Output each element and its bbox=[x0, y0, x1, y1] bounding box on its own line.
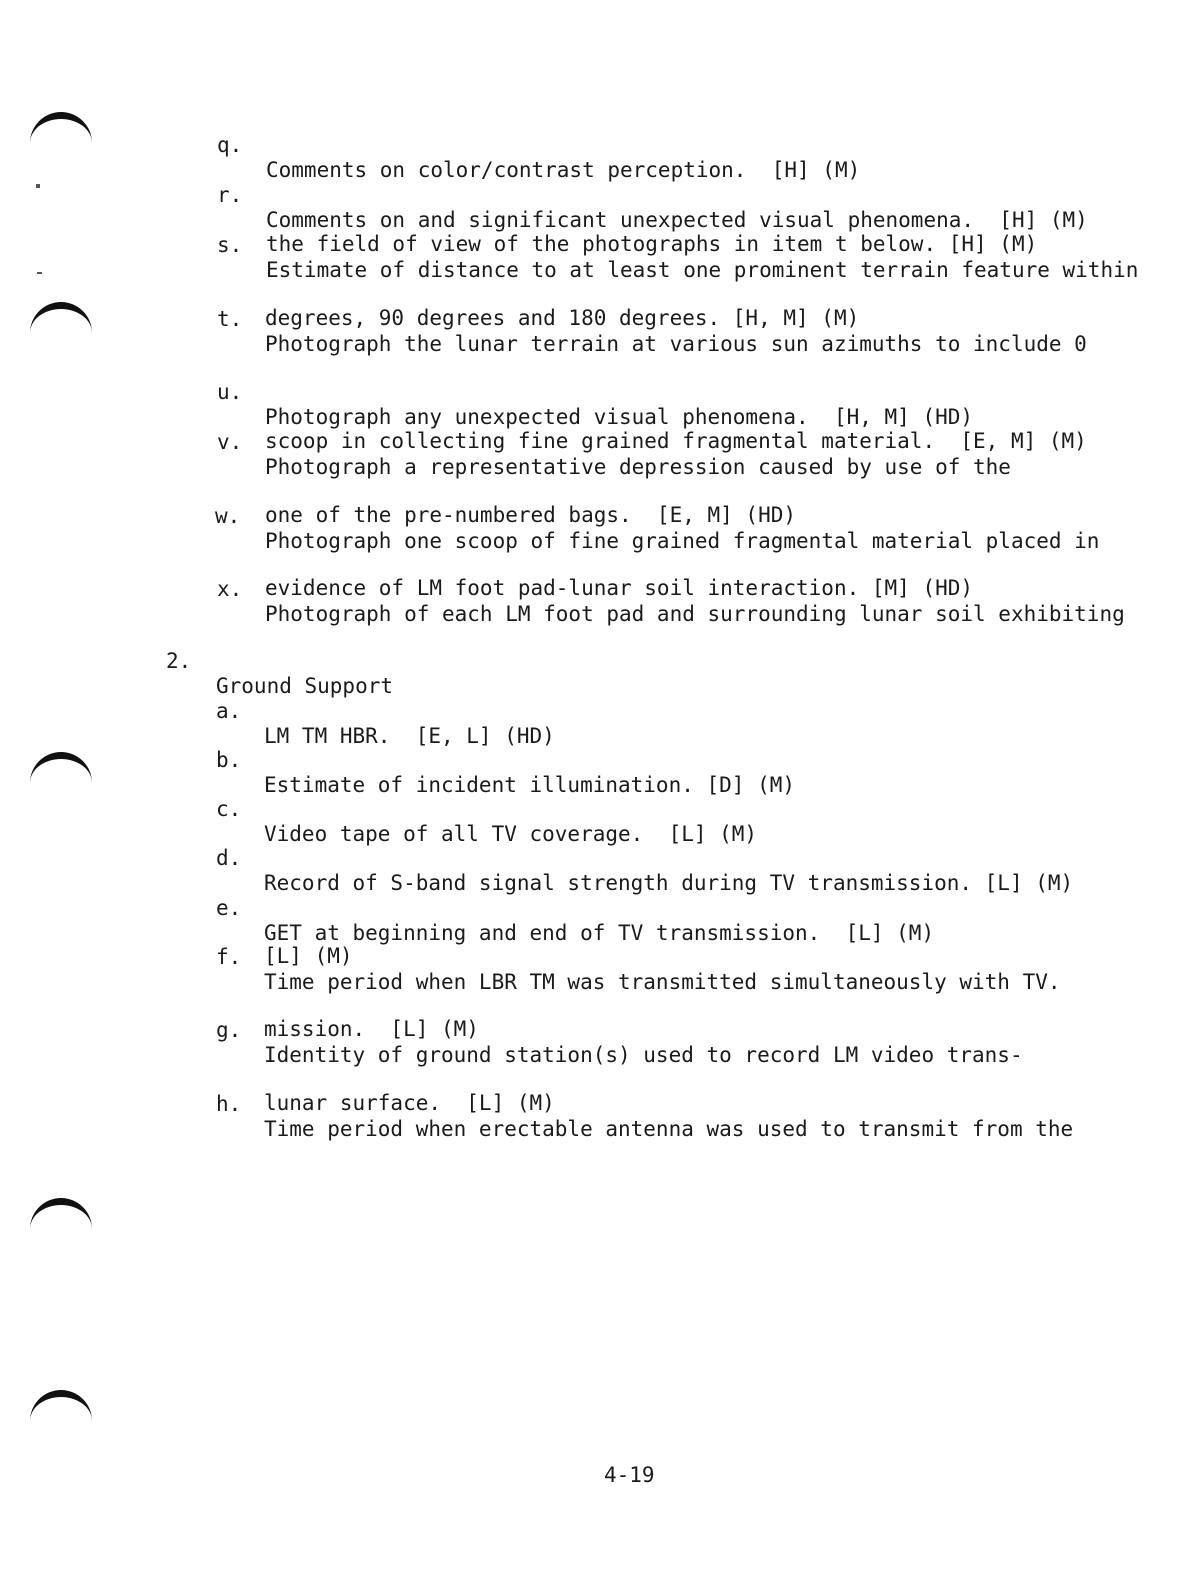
section-number: 2. bbox=[166, 649, 192, 673]
binder-hole bbox=[30, 1198, 92, 1260]
item-text: Comments on and significant unexpected visual phenomena. [H] (M) bbox=[266, 208, 1088, 232]
item-text: Estimate of distance to at least one prominent terrain feature within bbox=[266, 258, 1139, 282]
item-text: GET at beginning and end of TV transmission. [L] (M) bbox=[264, 921, 935, 945]
page-number: 4-19 bbox=[604, 1463, 655, 1487]
item-label: v. bbox=[217, 430, 243, 454]
item-label: e. bbox=[216, 896, 242, 920]
item-label: f. bbox=[216, 945, 242, 969]
item-text: Photograph one scoop of fine grained fragmental material placed in bbox=[265, 529, 1100, 553]
item-label: h. bbox=[216, 1092, 242, 1116]
item-label: s. bbox=[217, 233, 243, 257]
item-text: evidence of LM foot pad-lunar soil interaction. [M] (HD) bbox=[265, 576, 974, 600]
item-label: c. bbox=[216, 797, 242, 821]
item-text: Photograph the lunar terrain at various sun azimuths to include 0 bbox=[265, 332, 1087, 356]
item-label: r. bbox=[217, 183, 243, 207]
section-title: Ground Support bbox=[216, 674, 394, 698]
binder-hole bbox=[30, 1390, 92, 1452]
item-text: mission. [L] (M) bbox=[264, 1017, 479, 1041]
binder-hole bbox=[30, 302, 92, 364]
list-item-h bbox=[0, 1067, 1074, 1167]
item-label: q. bbox=[217, 133, 243, 157]
item-text: Time period when LBR TM was transmitted simultaneously with TV. bbox=[264, 970, 1061, 994]
item-text: LM TM HBR. [E, L] (HD) bbox=[264, 724, 555, 748]
item-text: Identity of ground station(s) used to record LM video trans- bbox=[264, 1043, 1023, 1067]
item-text: Photograph any unexpected visual phenomena. [H, M] (HD) bbox=[265, 405, 974, 429]
binder-hole bbox=[30, 752, 92, 814]
item-text: Record of S-band signal strength during TV transmission. [L] (M) bbox=[264, 871, 1074, 895]
item-label: g. bbox=[216, 1018, 242, 1042]
item-text: one of the pre-numbered bags. [E, M] (HD) bbox=[265, 503, 797, 527]
scan-speck bbox=[37, 272, 42, 274]
binder-hole bbox=[30, 112, 92, 174]
item-text: Video tape of all TV coverage. [L] (M) bbox=[264, 822, 758, 846]
item-label: t. bbox=[217, 307, 243, 331]
item-label: d. bbox=[216, 846, 242, 870]
scan-speck bbox=[36, 184, 40, 188]
item-label: b. bbox=[216, 748, 242, 772]
item-label: x. bbox=[217, 577, 243, 601]
item-text: Photograph of each LM foot pad and surrounding lunar soil exhibiting bbox=[265, 602, 1125, 626]
item-text: lunar surface. [L] (M) bbox=[264, 1091, 555, 1115]
item-text: [L] (M) bbox=[264, 944, 353, 968]
item-text: Estimate of incident illumination. [D] (M) bbox=[264, 773, 796, 797]
item-text: degrees, 90 degrees and 180 degrees. [H, M] (M) bbox=[265, 306, 860, 330]
item-label: w. bbox=[215, 504, 241, 528]
item-text: Comments on color/contrast perception. [H] (M) bbox=[266, 158, 861, 182]
item-text: Time period when erectable antenna was used to transmit from the bbox=[264, 1117, 1074, 1141]
item-label: a. bbox=[216, 699, 242, 723]
item-text: Photograph a representative depression caused by use of the bbox=[265, 455, 1011, 479]
item-label: u. bbox=[217, 380, 243, 404]
item-text: scoop in collecting fine grained fragmental material. [E, M] (M) bbox=[265, 429, 1087, 453]
item-text: the field of view of the photographs in item t below. [H] (M) bbox=[266, 232, 1038, 256]
